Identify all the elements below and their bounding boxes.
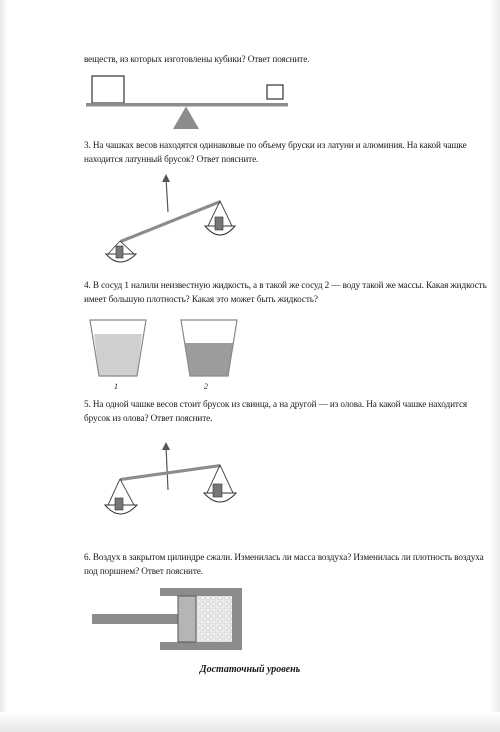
scale-beam — [120, 200, 221, 243]
cylinder-wall-end — [232, 588, 242, 650]
vessel-1-label: 1 — [114, 382, 118, 391]
page-edge-shadow-left — [0, 0, 8, 732]
cylinder-wall-top — [160, 588, 242, 596]
small-cube — [267, 85, 283, 99]
vessel-2-label: 2 — [204, 382, 208, 391]
page-bottom-shadow — [0, 712, 500, 732]
large-cube — [92, 76, 124, 103]
compressed-air-region — [196, 596, 232, 642]
fulcrum-triangle — [173, 107, 199, 130]
two-vessels-figure — [85, 318, 255, 380]
balance-scale-figure-2 — [100, 428, 260, 528]
intro-line: веществ, из которых изготовлены кубики? Ответ поясните. — [84, 54, 310, 64]
task-4-text: 4. В сосуд 1 налили неизвестную жидкость, а в такой же сосуд 2 — воду такой же массы. Какая жидкость имеет большую плотность? Какая это может быть жидкость? — [84, 280, 487, 304]
vessel-1-liquid — [94, 334, 142, 376]
balance-scale-figure-1 — [100, 170, 260, 270]
seesaw-plank — [86, 103, 288, 107]
vessel-2-liquid — [185, 343, 233, 376]
page-edge-shadow-right — [490, 0, 500, 732]
piston — [178, 596, 196, 642]
level-heading: Достаточный уровень — [199, 664, 301, 675]
task-6-text: 6. Воздух в закрытом цилиндре сжали. Изменилась ли масса воздуха? Изменилась ли плотность воздуха под поршнем? Ответ поясните. — [84, 552, 484, 576]
cylinder-piston-figure — [92, 584, 242, 654]
task-3-text: 3. На чашках весов находятся одинаковые по объему бруски из латуни и алюминия. На какой чашке находится латунный брусок? Ответ поясните. — [84, 140, 467, 164]
piston-rod — [92, 614, 178, 624]
task-5-text: 5. На одной чашке весов стоит брусок из свинца, а на другой — из олова. На какой чашке находится брусок из олова? Ответ поясните. — [84, 399, 468, 423]
seesaw-cubes-figure — [80, 70, 300, 132]
cylinder-wall-bottom — [160, 642, 242, 650]
scale-beam — [120, 464, 221, 481]
